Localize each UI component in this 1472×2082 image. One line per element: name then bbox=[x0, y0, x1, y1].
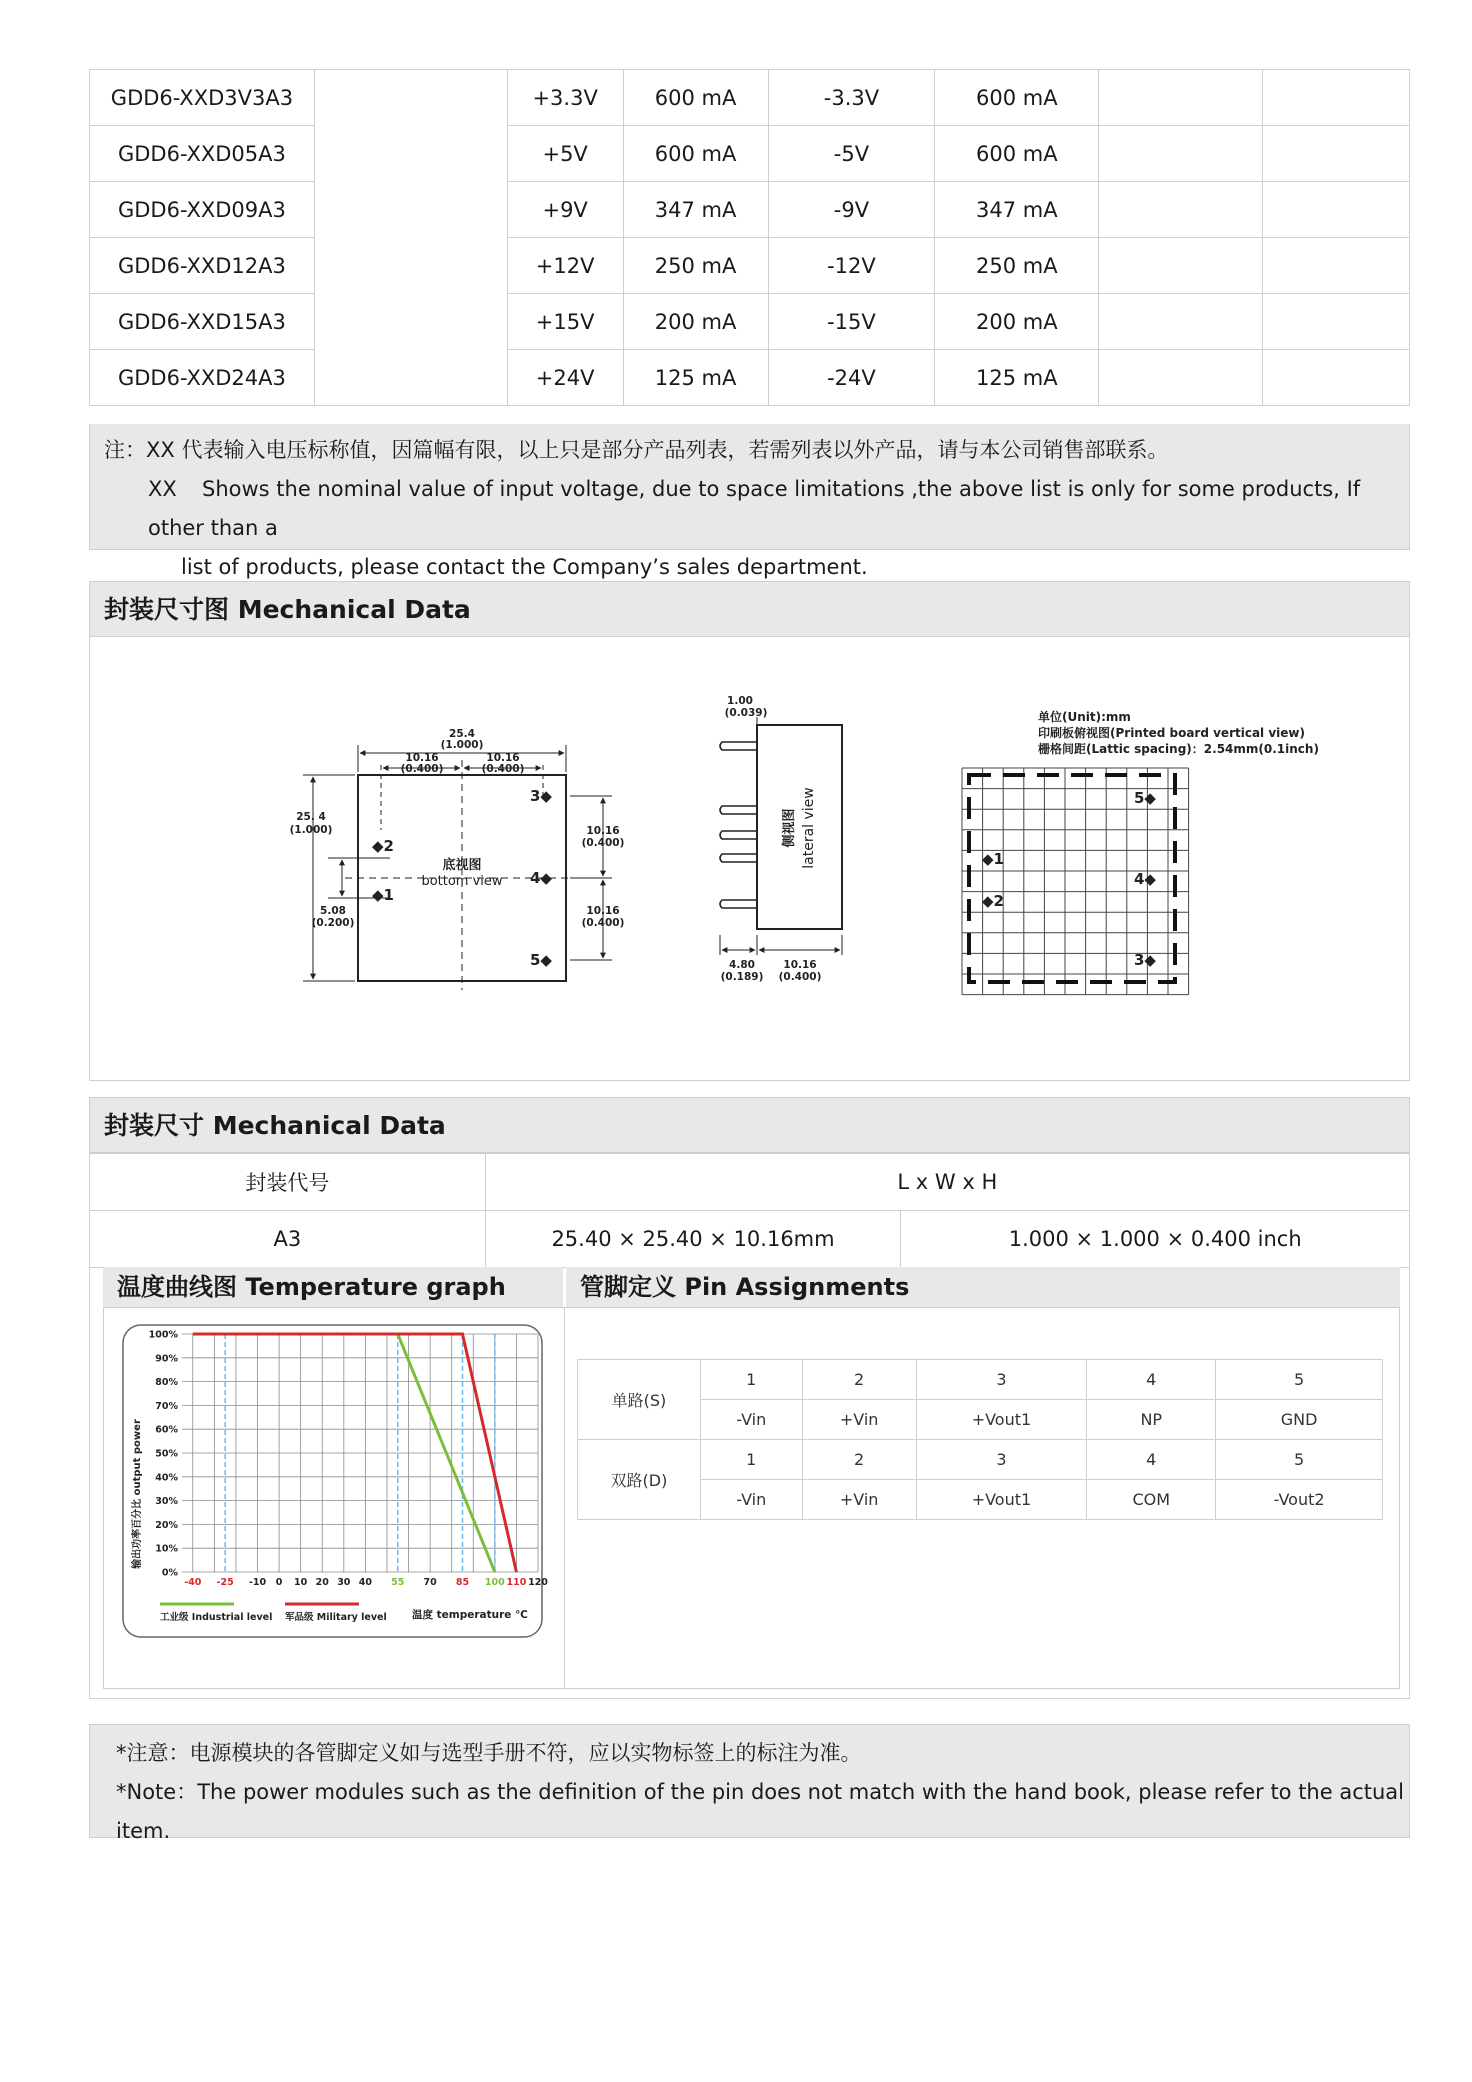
iout2-cell: 600 mA bbox=[935, 70, 1099, 126]
dim-r2-in: (0.400) bbox=[581, 917, 625, 929]
dim-p12-in: (0.200) bbox=[311, 917, 355, 929]
side-body-in: (0.400) bbox=[778, 971, 822, 983]
x-tick-label: 120 bbox=[528, 1577, 548, 1588]
dims-code: A3 bbox=[90, 1211, 486, 1268]
dim-sp2-in: (0.400) bbox=[481, 763, 525, 775]
x-tick-label: 30 bbox=[337, 1577, 351, 1588]
note-cn: 注：XX 代表输入电压标称值，因篇幅有限，以上只是部分产品列表，若需列表以外产品，请与本公司销售部联系。 bbox=[104, 438, 1169, 462]
pin-function-cell: +Vin bbox=[802, 1400, 916, 1440]
vout2-cell: -9V bbox=[768, 182, 935, 238]
iout1-cell: 600 mA bbox=[623, 70, 768, 126]
bottom-view-cn: 底视图 bbox=[442, 858, 482, 873]
pcb-labels bbox=[982, 709, 1319, 969]
vout2-cell: -3.3V bbox=[768, 70, 935, 126]
dim-p12-mm: 5.08 bbox=[320, 905, 346, 917]
chart-xlabel: 温度 temperature ℃ bbox=[412, 1609, 528, 1621]
iout1-cell: 200 mA bbox=[623, 294, 768, 350]
note-en-line1: XX Shows the nominal value of input voltage, due to space limitations ,the above list is only for some products, If other than a bbox=[148, 477, 1361, 540]
model-cell: GDD6-XXD09A3 bbox=[90, 182, 315, 238]
x-tick-label: 10 bbox=[294, 1577, 308, 1588]
pin-function-cell: +Vout1 bbox=[916, 1400, 1087, 1440]
y-tick-label: 40% bbox=[155, 1472, 178, 1484]
pin-number-cell: 1 bbox=[700, 1360, 802, 1400]
pin-function-cell: -Vout2 bbox=[1216, 1480, 1383, 1520]
pin-number-cell: 4 bbox=[1087, 1440, 1216, 1480]
vout1-cell: +5V bbox=[507, 126, 623, 182]
x-tick-label: 100 bbox=[484, 1577, 505, 1588]
dim-height-in: (1.000) bbox=[289, 824, 333, 836]
pin-row bbox=[578, 1440, 1383, 1480]
legend-label: 军品级 Military level bbox=[285, 1612, 387, 1623]
vout2-cell: -5V bbox=[768, 126, 935, 182]
iout1-cell: 600 mA bbox=[623, 126, 768, 182]
x-tick-label: 40 bbox=[358, 1577, 373, 1588]
lateral-view-drawing bbox=[720, 717, 842, 955]
pin-function-cell: +Vin bbox=[802, 1480, 916, 1520]
x-tick-label: 20 bbox=[315, 1577, 329, 1588]
iout2-cell: 600 mA bbox=[935, 126, 1099, 182]
dim-r1-mm: 10.16 bbox=[586, 825, 620, 837]
pin-number-cell: 2 bbox=[802, 1440, 916, 1480]
dims-header-lwh: L x W x H bbox=[485, 1154, 1409, 1211]
side-top-in: (0.039) bbox=[724, 707, 768, 719]
y-tick-label: 70% bbox=[155, 1400, 178, 1412]
model-cell: GDD6-XXD3V3A3 bbox=[90, 70, 315, 126]
dim-width-mm: 25.4 bbox=[449, 728, 475, 740]
dim-height-mm: 25. 4 bbox=[296, 811, 326, 823]
vout1-cell: +9V bbox=[507, 182, 623, 238]
pin-4-mark: 4◆ bbox=[530, 869, 552, 887]
pin-number-cell: 4 bbox=[1087, 1360, 1216, 1400]
temperature-graph-title: 温度曲线图 Temperature graph bbox=[103, 1267, 563, 1307]
vout2-cell: -12V bbox=[768, 238, 935, 294]
x-tick-label: 55 bbox=[391, 1577, 405, 1588]
pin-2-mark: ◆2 bbox=[372, 837, 394, 855]
iout2-cell: 347 mA bbox=[935, 182, 1099, 238]
side-body-mm: 10.16 bbox=[783, 959, 817, 971]
mech-dims-table bbox=[89, 1153, 1410, 1268]
pcb-pin-2: ◆2 bbox=[982, 892, 1004, 910]
bottom-view-labels bbox=[290, 728, 625, 969]
pin-function-cell: -Vin bbox=[700, 1480, 802, 1520]
dim-r2-mm: 10.16 bbox=[586, 905, 620, 917]
dims-header-code: 封装代号 bbox=[90, 1154, 486, 1211]
pcb-pin-5: 5◆ bbox=[1134, 789, 1156, 807]
pin-number-cell: 1 bbox=[700, 1440, 802, 1480]
dim-sp2-mm: 10.16 bbox=[486, 752, 520, 764]
pin-number-cell: 5 bbox=[1216, 1360, 1383, 1400]
model-cell: GDD6-XXD15A3 bbox=[90, 294, 315, 350]
x-tick-label: -10 bbox=[248, 1577, 267, 1588]
y-tick-label: 50% bbox=[155, 1448, 178, 1460]
x-tick-label: 85 bbox=[455, 1577, 470, 1588]
pin-assignments-title: 管脚定义 Pin Assignments bbox=[566, 1267, 1400, 1307]
footer-note-en: *Note：The power modules such as the definition of the pin does not match with the hand book, please refer to the actual item. bbox=[116, 1780, 1405, 1843]
iout2-cell: 125 mA bbox=[935, 350, 1099, 406]
footer-note-cn: *注意：电源模块的各管脚定义如与选型手册不符，应以实物标签上的标注为准。 bbox=[116, 1741, 862, 1765]
legend-label: 工业级 Industrial level bbox=[160, 1612, 273, 1623]
temperature-chart bbox=[120, 1322, 548, 1640]
pin-function-cell: COM bbox=[1087, 1480, 1216, 1520]
model-cell: GDD6-XXD05A3 bbox=[90, 126, 315, 182]
pin-5-mark: 5◆ bbox=[530, 951, 552, 969]
pin-table bbox=[577, 1359, 1383, 1520]
pin-number-cell: 3 bbox=[916, 1360, 1087, 1400]
dim-width-in: (1.000) bbox=[440, 739, 484, 751]
dims-mm: 25.40 × 25.40 × 10.16mm bbox=[485, 1211, 901, 1268]
pin-mode-label: 单路(S) bbox=[578, 1360, 701, 1440]
model-cell: GDD6-XXD24A3 bbox=[90, 350, 315, 406]
dims-inch: 1.000 × 1.000 × 0.400 inch bbox=[901, 1211, 1410, 1268]
pcb-pin-4: 4◆ bbox=[1134, 870, 1156, 888]
mech-dims-title: 封装尺寸 Mechanical Data bbox=[89, 1097, 1410, 1153]
y-tick-label: 80% bbox=[155, 1377, 178, 1389]
side-pin-in: (0.189) bbox=[720, 971, 764, 983]
pin-3-mark: 3◆ bbox=[530, 787, 552, 805]
y-tick-label: 0% bbox=[161, 1567, 178, 1579]
dim-r1-in: (0.400) bbox=[581, 837, 625, 849]
chart-frame bbox=[123, 1325, 542, 1637]
pin-1-mark: ◆1 bbox=[372, 886, 394, 904]
pin-function-cell: GND bbox=[1216, 1400, 1383, 1440]
side-top-mm: 1.00 bbox=[727, 695, 753, 707]
x-tick-label: -25 bbox=[216, 1577, 234, 1588]
iout1-cell: 125 mA bbox=[623, 350, 768, 406]
pcb-unit: 单位(Unit):mm bbox=[1038, 710, 1131, 724]
pin-number-cell: 2 bbox=[802, 1360, 916, 1400]
model-cell: GDD6-XXD12A3 bbox=[90, 238, 315, 294]
x-tick-label: 110 bbox=[506, 1577, 527, 1588]
y-tick-label: 100% bbox=[148, 1329, 178, 1341]
pcb-lattice-label: 栅格间距(Lattic spacing)：2.54mm(0.1inch) bbox=[1038, 742, 1319, 756]
pin-function-cell: NP bbox=[1087, 1400, 1216, 1440]
pin-number-cell: 3 bbox=[916, 1440, 1087, 1480]
pin-row bbox=[578, 1360, 1383, 1400]
y-tick-label: 10% bbox=[155, 1543, 178, 1555]
vout1-cell: +15V bbox=[507, 294, 623, 350]
x-tick-label: -40 bbox=[184, 1577, 202, 1588]
y-tick-label: 60% bbox=[155, 1424, 178, 1436]
iout2-cell: 200 mA bbox=[935, 294, 1099, 350]
lateral-view-en: lateral view bbox=[801, 787, 817, 869]
vout1-cell: +24V bbox=[507, 350, 623, 406]
dim-sp1-in: (0.400) bbox=[400, 763, 444, 775]
vout2-cell: -24V bbox=[768, 350, 935, 406]
vout1-cell: +12V bbox=[507, 238, 623, 294]
pin-function-cell: -Vin bbox=[700, 1400, 802, 1440]
x-tick-label: 0 bbox=[275, 1577, 283, 1588]
pin-number-cell: 5 bbox=[1216, 1440, 1383, 1480]
pcb-pin-3: 3◆ bbox=[1134, 951, 1156, 969]
iout1-cell: 347 mA bbox=[623, 182, 768, 238]
bottom-view-en: bottom view bbox=[421, 874, 503, 889]
y-tick-label: 20% bbox=[155, 1519, 178, 1531]
mech-drawing-title: 封装尺寸图 Mechanical Data bbox=[89, 581, 1410, 637]
y-tick-label: 30% bbox=[155, 1496, 178, 1508]
vout2-cell: -15V bbox=[768, 294, 935, 350]
iout1-cell: 250 mA bbox=[623, 238, 768, 294]
footer-note bbox=[89, 1724, 1410, 1843]
dim-sp1-mm: 10.16 bbox=[405, 752, 439, 764]
vout1-cell: +3.3V bbox=[507, 70, 623, 126]
note-en-line2: list of products, please contact the Company’s sales department. bbox=[181, 555, 868, 579]
x-tick-label: 70 bbox=[423, 1577, 437, 1588]
side-pin-mm: 4.80 bbox=[729, 959, 755, 971]
y-tick-label: 90% bbox=[155, 1353, 178, 1365]
pin-function-cell: +Vout1 bbox=[916, 1480, 1087, 1520]
iout2-cell: 250 mA bbox=[935, 238, 1099, 294]
chart-ylabel: 输出功率百分比 output power bbox=[132, 1419, 143, 1569]
lateral-view-cn: 侧视图 bbox=[782, 808, 797, 848]
pcb-pin-1: ◆1 bbox=[982, 850, 1004, 868]
pin-mode-label: 双路(D) bbox=[578, 1440, 701, 1520]
pcb-view-label: 印刷板俯视图(Printed board vertical view) bbox=[1038, 726, 1305, 740]
